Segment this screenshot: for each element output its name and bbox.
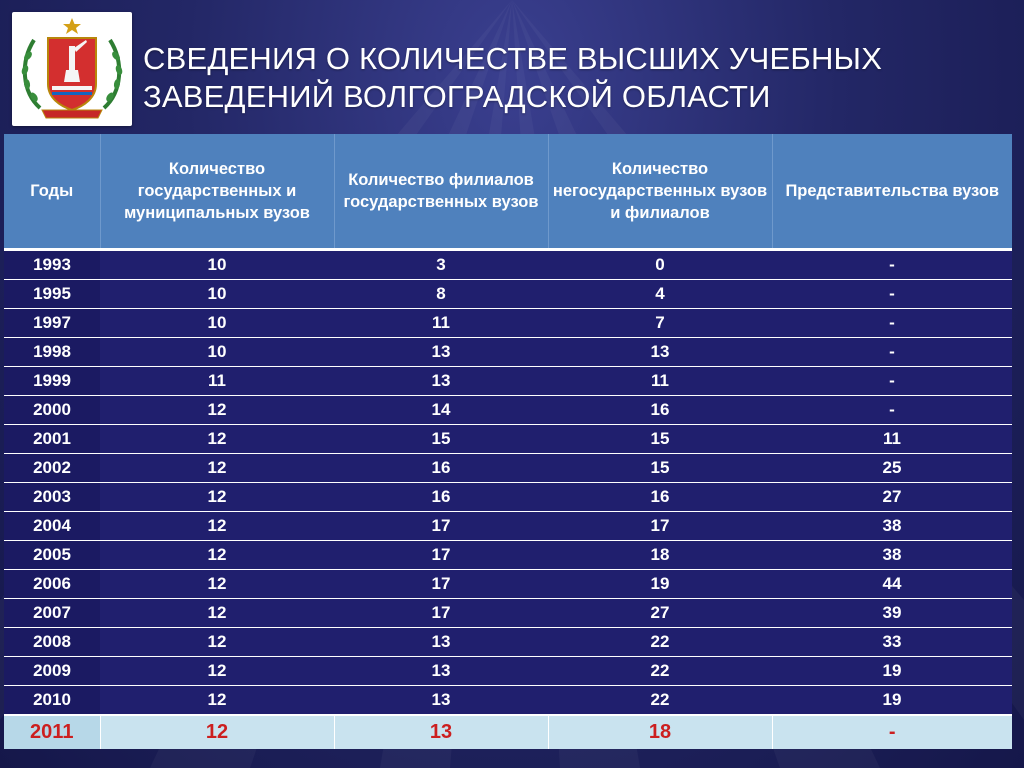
region-emblem [12,12,132,126]
cell-representative-offices: 19 [772,686,1012,716]
cell-private-universities: 15 [548,454,772,483]
cell-state-branches: 13 [334,367,548,396]
cell-representative-offices: - [772,367,1012,396]
cell-private-universities: 7 [548,309,772,338]
cell-representative-offices: - [772,338,1012,367]
cell-private-universities: 15 [548,425,772,454]
cell-representative-offices: - [772,250,1012,280]
cell-state-universities: 12 [100,483,334,512]
table-row [4,367,1012,396]
cell-state-branches: 3 [334,250,548,280]
cell-private-universities: 16 [548,483,772,512]
cell-state-universities: 12 [100,454,334,483]
table-row [4,541,1012,570]
table-row [4,628,1012,657]
header-private-universities: Количество негосударственных вузов и филиалов [548,134,772,250]
cell-state-branches: 13 [334,715,548,749]
cell-year: 2010 [4,686,100,716]
cell-state-universities: 12 [100,425,334,454]
table-row [4,686,1012,716]
cell-year: 1998 [4,338,100,367]
cell-year: 2008 [4,628,100,657]
cell-state-universities: 10 [100,250,334,280]
cell-representative-offices: 38 [772,512,1012,541]
cell-state-universities: 12 [100,396,334,425]
cell-representative-offices: 25 [772,454,1012,483]
header-state-branches: Количество филиалов государственных вузов [334,134,548,250]
cell-private-universities: 18 [548,715,772,749]
cell-state-branches: 16 [334,454,548,483]
coat-of-arms-icon [12,12,132,126]
cell-state-universities: 12 [100,657,334,686]
cell-state-branches: 17 [334,570,548,599]
cell-state-universities: 12 [100,541,334,570]
table-row [4,454,1012,483]
cell-state-universities: 12 [100,715,334,749]
cell-representative-offices: 11 [772,425,1012,454]
cell-private-universities: 4 [548,280,772,309]
cell-private-universities: 22 [548,628,772,657]
cell-state-branches: 17 [334,541,548,570]
cell-private-universities: 27 [548,599,772,628]
cell-representative-offices: 44 [772,570,1012,599]
cell-state-branches: 15 [334,425,548,454]
cell-representative-offices: 39 [772,599,1012,628]
table-row [4,657,1012,686]
cell-state-universities: 12 [100,686,334,716]
cell-year: 1997 [4,309,100,338]
cell-state-universities: 12 [100,628,334,657]
table-row [4,425,1012,454]
table-row [4,570,1012,599]
cell-private-universities: 11 [548,367,772,396]
table-row [4,512,1012,541]
page-title [143,40,1003,116]
cell-private-universities: 22 [548,686,772,716]
cell-state-branches: 17 [334,512,548,541]
cell-state-universities: 12 [100,512,334,541]
cell-representative-offices: 33 [772,628,1012,657]
cell-representative-offices: - [772,715,1012,749]
cell-state-branches: 13 [334,657,548,686]
cell-state-branches: 16 [334,483,548,512]
header-state-universities: Количество государственных и муниципальных вузов [100,134,334,250]
cell-private-universities: 19 [548,570,772,599]
cell-private-universities: 0 [548,250,772,280]
cell-state-universities: 10 [100,309,334,338]
cell-year: 2009 [4,657,100,686]
table-row [4,599,1012,628]
cell-representative-offices: - [772,309,1012,338]
universities-table [4,134,1012,749]
cell-state-branches: 17 [334,599,548,628]
cell-representative-offices: 19 [772,657,1012,686]
table-row [4,280,1012,309]
cell-year: 1993 [4,250,100,280]
cell-private-universities: 13 [548,338,772,367]
cell-state-universities: 12 [100,570,334,599]
table-row [4,309,1012,338]
cell-state-branches: 13 [334,338,548,367]
header-years: Годы [4,134,100,250]
table-row-highlighted [4,715,1012,749]
cell-state-universities: 10 [100,338,334,367]
cell-year: 2002 [4,454,100,483]
cell-year: 2000 [4,396,100,425]
cell-state-universities: 12 [100,599,334,628]
cell-state-branches: 8 [334,280,548,309]
cell-state-universities: 10 [100,280,334,309]
cell-year: 1999 [4,367,100,396]
cell-year: 2004 [4,512,100,541]
cell-private-universities: 16 [548,396,772,425]
table-row [4,338,1012,367]
cell-year: 2011 [4,715,100,749]
cell-state-branches: 11 [334,309,548,338]
cell-private-universities: 18 [548,541,772,570]
cell-state-branches: 13 [334,628,548,657]
cell-year: 1995 [4,280,100,309]
table-row [4,396,1012,425]
cell-state-branches: 14 [334,396,548,425]
cell-representative-offices: - [772,280,1012,309]
cell-representative-offices: 38 [772,541,1012,570]
table-body [4,250,1012,750]
cell-representative-offices: 27 [772,483,1012,512]
cell-private-universities: 17 [548,512,772,541]
cell-year: 2005 [4,541,100,570]
table-row [4,250,1012,280]
title-line-1: СВЕДЕНИЯ О КОЛИЧЕСТВЕ ВЫСШИХ УЧЕБНЫХ [143,41,883,76]
cell-representative-offices: - [772,396,1012,425]
table-header-row [4,134,1012,250]
cell-year: 2006 [4,570,100,599]
cell-year: 2001 [4,425,100,454]
cell-year: 2007 [4,599,100,628]
cell-year: 2003 [4,483,100,512]
cell-state-branches: 13 [334,686,548,716]
table-row [4,483,1012,512]
cell-private-universities: 22 [548,657,772,686]
title-line-2: ЗАВЕДЕНИЙ ВОЛГОГРАДСКОЙ ОБЛАСТИ [143,79,771,114]
cell-state-universities: 11 [100,367,334,396]
header-representative-offices: Представительства вузов [772,134,1012,250]
